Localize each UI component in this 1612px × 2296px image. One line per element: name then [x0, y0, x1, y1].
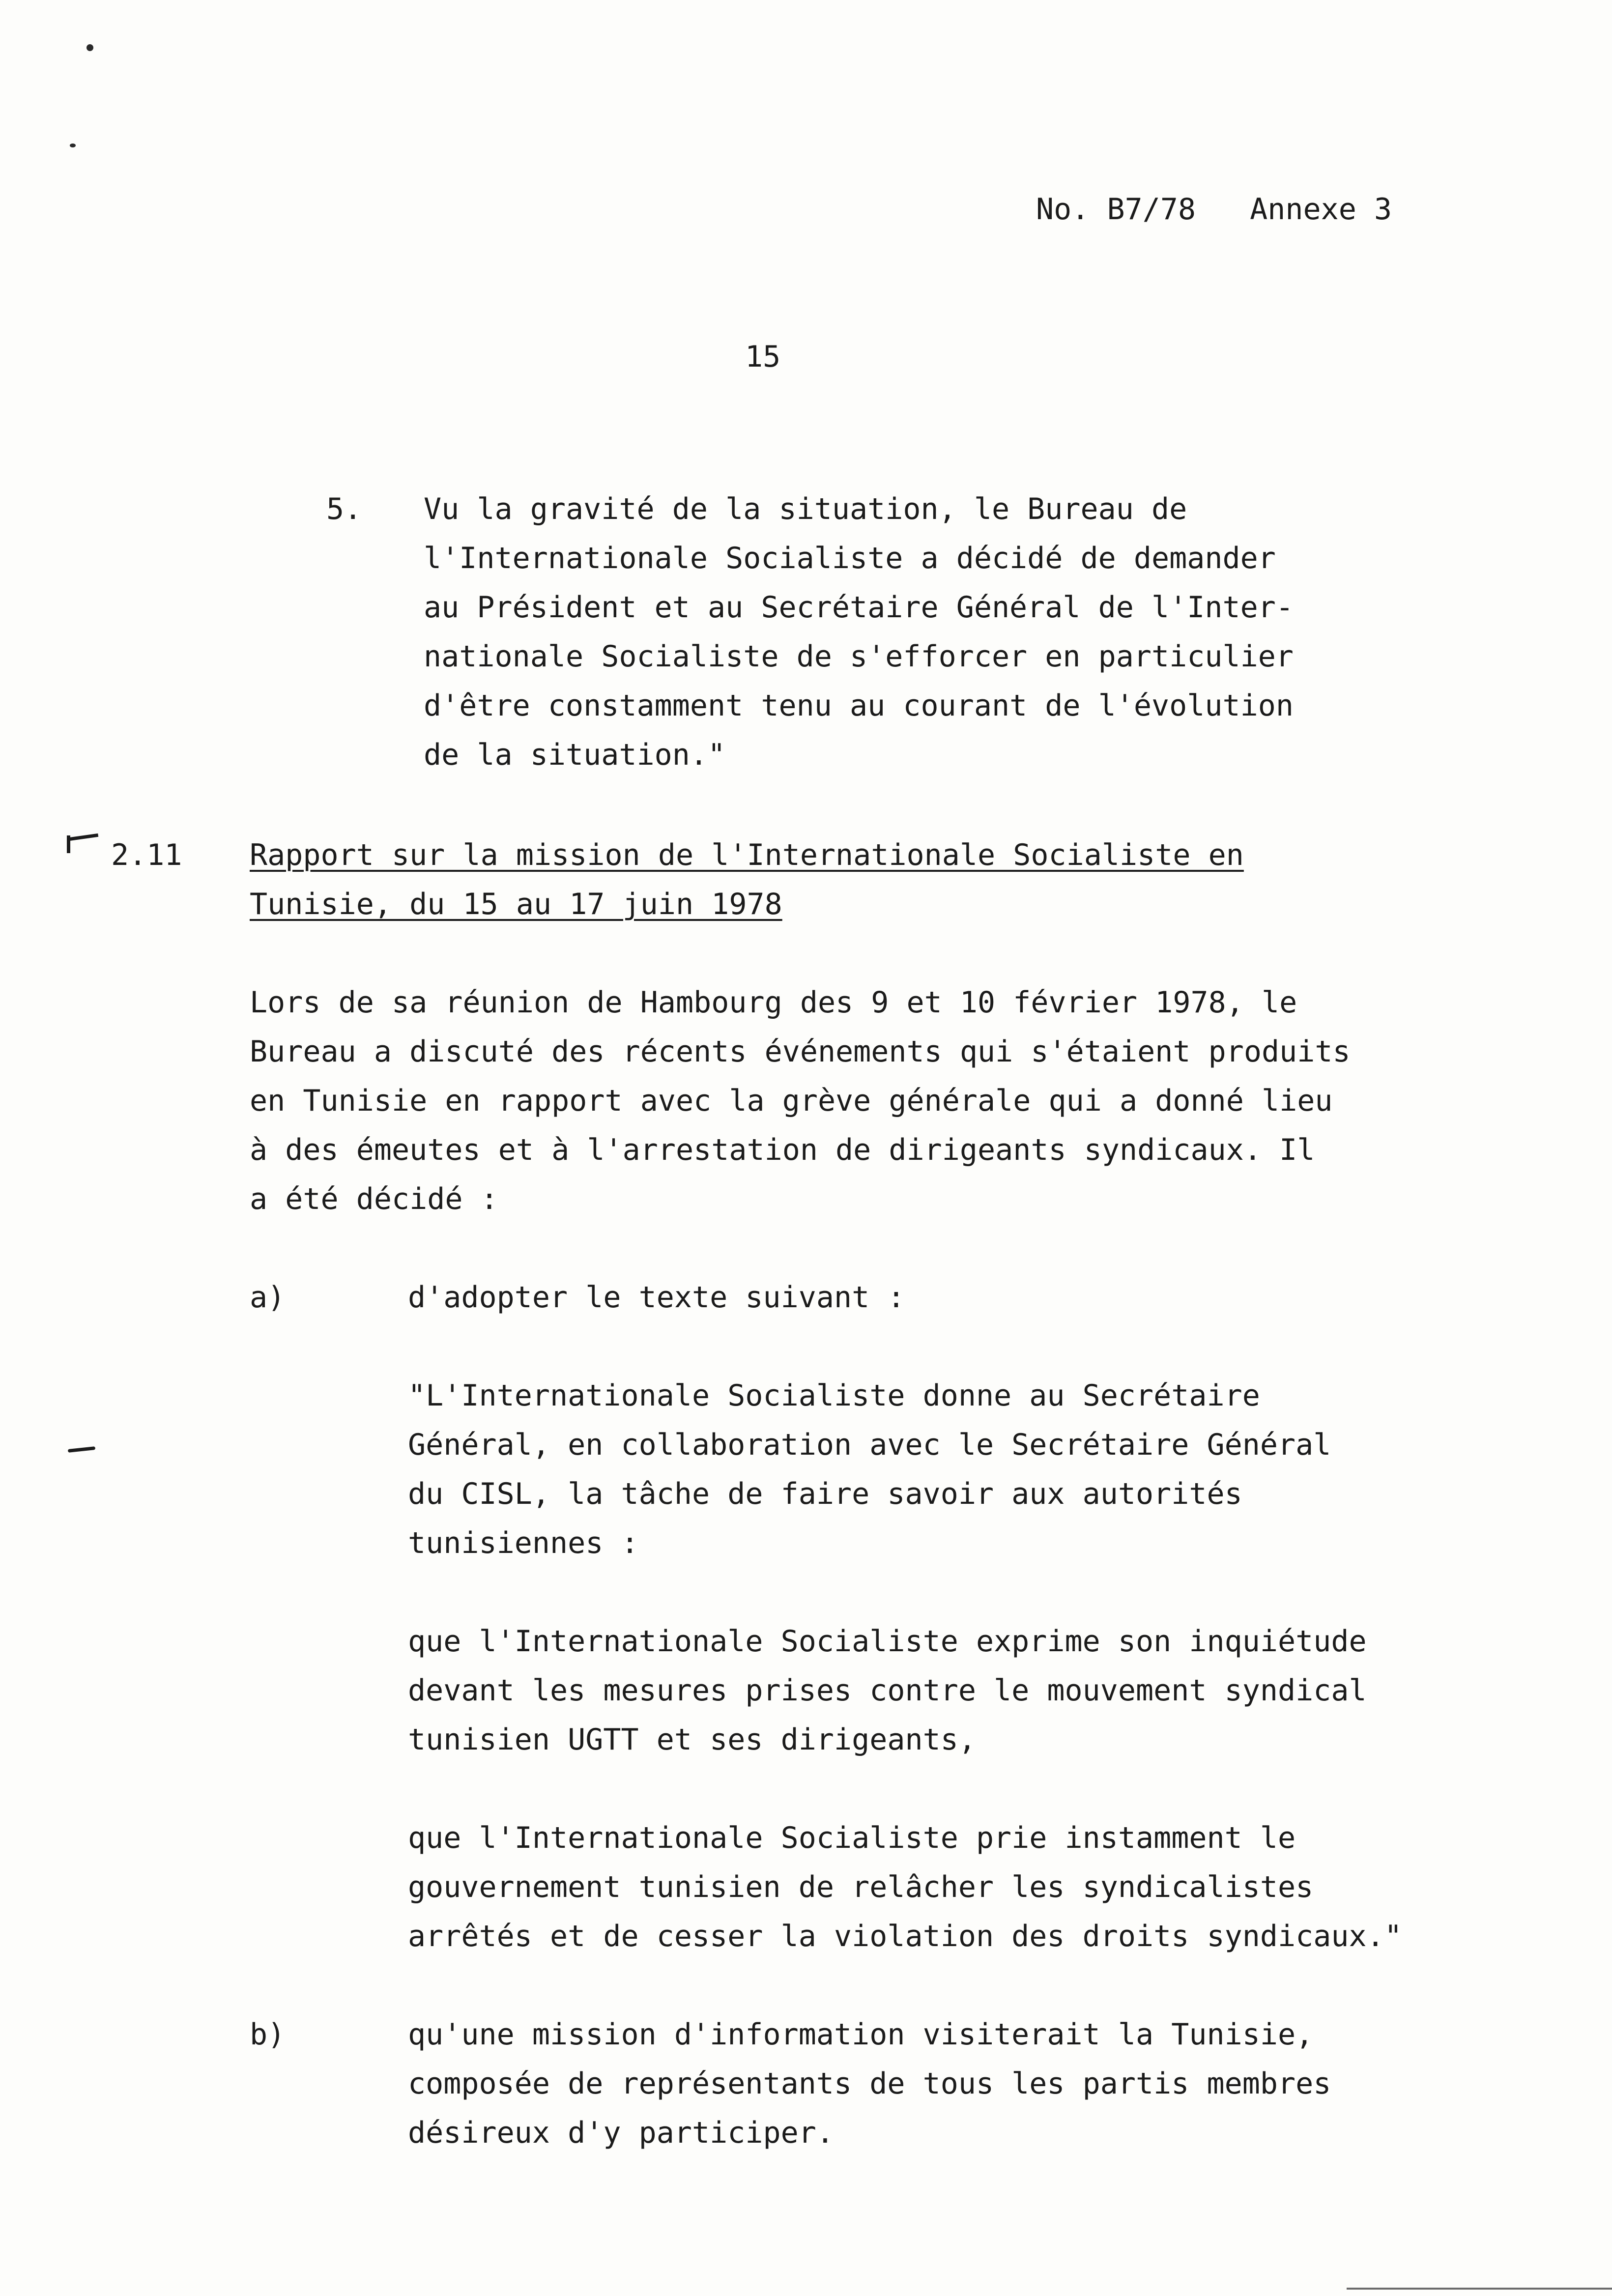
scan-speck: [70, 144, 76, 147]
text-line: Lors de sa réunion de Hambourg des 9 et 10 février 1978, le: [250, 985, 1297, 1020]
document-header: [1036, 190, 1392, 229]
title-line: Rapport sur la mission de l'Internationale Socialiste en: [250, 838, 1244, 872]
item-label: b): [250, 2017, 286, 2052]
text-line: devant les mesures prises contre le mouvement syndical: [408, 1673, 1367, 1708]
quote-paragraph: [408, 1813, 1402, 1961]
item-number: 5.: [326, 492, 362, 526]
quote-paragraph: [408, 1371, 1331, 1568]
text-line: Général, en collaboration avec le Secrétaire Général: [408, 1428, 1331, 1462]
text-line: en Tunisie en rapport avec la grève générale qui a donné lieu: [250, 1084, 1333, 1118]
text-line: composée de représentants de tous les partis membres: [408, 2066, 1331, 2101]
text-line: "L'Internationale Socialiste donne au Secrétaire: [408, 1378, 1260, 1413]
section-number: 2.11: [111, 838, 182, 872]
text-line: qu'une mission d'information visiterait la Tunisie,: [408, 2017, 1314, 2052]
quote-paragraph: [408, 1617, 1367, 1764]
text-line: que l'Internationale Socialiste exprime son inquiétude: [408, 1624, 1367, 1659]
margin-stroke-mark: [68, 1446, 95, 1453]
document-number: No. B7/78: [1036, 192, 1196, 227]
section-title: [250, 831, 1244, 929]
text-line: Vu la gravité de la situation, le Bureau de: [424, 492, 1187, 526]
text-line: désireux d'y participer.: [408, 2116, 834, 2150]
text-line: tunisiennes :: [408, 1526, 639, 1560]
text-line: tunisien UGTT et ses dirigeants,: [408, 1722, 976, 1757]
item-a-paragraph: [408, 1273, 905, 1322]
item-5-paragraph: [424, 485, 1294, 779]
text-line: nationale Socialiste de s'efforcer en particulier: [424, 639, 1294, 674]
text-line: du CISL, la tâche de faire savoir aux autorités: [408, 1477, 1242, 1511]
title-line: Tunisie, du 15 au 17 juin 1978: [250, 887, 782, 921]
item-label: a): [250, 1280, 286, 1315]
text-line: l'Internationale Socialiste a décidé de demander: [424, 541, 1276, 575]
text-line: à des émeutes et à l'arrestation de dirigeants syndicaux. Il: [250, 1133, 1315, 1167]
text-line: gouvernement tunisien de relâcher les syndicalistes: [408, 1870, 1314, 1904]
text-line: au Président et au Secrétaire Général de l'Inter-: [424, 590, 1294, 625]
text-line: a été décidé :: [250, 1182, 498, 1216]
text-line: de la situation.": [424, 738, 726, 772]
page-edge-rule: [1347, 2288, 1612, 2290]
annex-label: Annexe 3: [1250, 192, 1392, 227]
item-b-paragraph: [408, 2010, 1331, 2157]
text-line: Bureau a discuté des récents événements qui s'étaient produits: [250, 1034, 1351, 1069]
text-line: que l'Internationale Socialiste prie instamment le: [408, 1821, 1296, 1855]
intro-paragraph: [250, 978, 1351, 1224]
text-line: d'adopter le texte suivant :: [408, 1280, 905, 1315]
text-line: d'être constamment tenu au courant de l'évolution: [424, 689, 1294, 723]
scan-speck: [86, 44, 93, 51]
text-line: arrêtés et de cesser la violation des droits syndicaux.": [408, 1919, 1402, 1953]
page-number: 15: [745, 340, 781, 374]
